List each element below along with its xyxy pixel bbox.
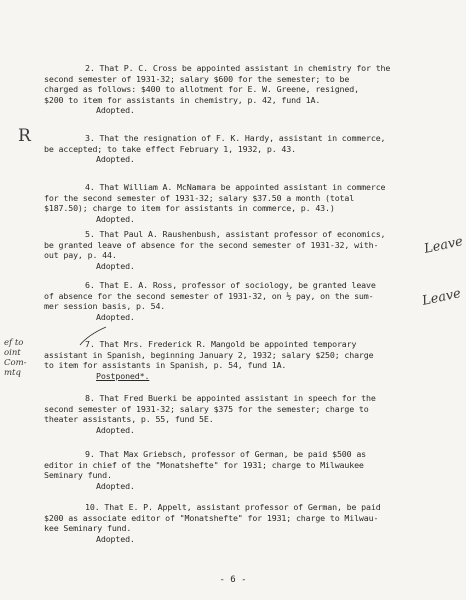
resolution-item-3: [44, 133, 436, 165]
item-line: second semester of 1931-32; salary $600 for the semester; to be: [44, 73, 350, 84]
item-line: for the second semester of 1931-32; salary $37.50 a month (total: [44, 192, 355, 203]
margin-left-note-line: Com-: [4, 358, 27, 368]
margin-leave-note-2: Leave: [420, 286, 463, 309]
margin-r-mark: R: [18, 126, 31, 146]
check-mark-icon: [78, 325, 108, 347]
adopted-label: Adopted.: [96, 480, 135, 491]
item-line: kee Seminary fund.: [44, 523, 132, 534]
item-line: 7. That Mrs. Frederick R. Mangold be appointed temporary: [85, 339, 357, 349]
resolution-item-10: [44, 502, 436, 544]
resolution-item-4: [44, 182, 436, 224]
item-line: 3. That the resignation of F. K. Hardy, assistant in commerce,: [85, 133, 386, 143]
item-line: out pay, p. 44.: [44, 250, 117, 261]
item-line: 2. That P. C. Cross be appointed assistant in chemistry for the: [85, 63, 391, 73]
item-line: to item for assistants in Spanish, p. 54, fund 1A.: [44, 360, 287, 371]
item-line: second semester of 1931-32; salary $375 for the semester; charge to: [44, 403, 369, 414]
adopted-label: Adopted.: [96, 311, 135, 322]
item-line: charged as follows: $400 to allotment for E. W. Greene, resigned,: [44, 84, 359, 95]
item-line: $200 to item for assistants in chemistry, p. 42, fund 1A.: [44, 94, 321, 105]
item-line: $200 as associate editor of "Monatshefte" for 1931; charge to Milwau-: [44, 512, 379, 523]
adopted-label: Adopted.: [96, 424, 135, 435]
item-line: of absence for the second semester of 1931-32, on ½ pay, on the sum-: [44, 290, 374, 301]
resolution-item-5: [44, 229, 436, 271]
item-line: 8. That Fred Buerki be appointed assistant in speech for the: [85, 393, 376, 403]
item-line: theater assistants, p. 55, fund 5E.: [44, 414, 214, 425]
margin-left-note-line: ef to: [4, 338, 24, 348]
item-line: 4. That William A. McNamara be appointed assistant in commerce: [85, 182, 386, 192]
item-line: 10. That E. P. Appelt, assistant professor of German, be paid: [85, 502, 381, 512]
margin-left-note-line: mtq: [4, 368, 21, 378]
margin-left-note-line: oint: [4, 348, 21, 358]
item-line: be accepted; to take effect February 1, 1932, p. 43.: [44, 143, 296, 154]
item-line: editor in chief of the "Monatshefte" for 1931; charge to Milwaukee: [44, 459, 364, 470]
adopted-label: Adopted.: [96, 154, 135, 165]
item-line: 9. That Max Griebsch, professor of German, be paid $500 as: [85, 449, 367, 459]
item-line: Seminary fund.: [44, 470, 112, 481]
item-line: $187.50); charge to item for assistants in commerce, p. 43.): [44, 203, 335, 214]
item-line: 6. That E. A. Ross, professor of sociology, be granted leave: [85, 280, 376, 290]
item-line: be granted leave of absence for the second semester of 1931-32, with-: [44, 239, 379, 250]
adopted-label: Adopted.: [96, 213, 135, 224]
item-line: mer session basis, p. 54.: [44, 301, 166, 312]
adopted-label: Adopted.: [96, 105, 135, 116]
item-line: 5. That Paul A. Raushenbush, assistant professor of economics,: [85, 229, 386, 239]
resolution-item-8: [44, 393, 436, 435]
page-number: - 6 -: [219, 575, 247, 585]
margin-left-note: [4, 338, 27, 378]
resolution-item-9: [44, 449, 436, 491]
resolution-item-2: [44, 63, 436, 116]
postponed-label: Postponed*.: [96, 370, 150, 381]
adopted-label: Adopted.: [96, 260, 135, 271]
item-line: assistant in Spanish, beginning January 2, 1932; salary $250; charge: [44, 349, 374, 360]
resolution-item-6: [44, 280, 436, 322]
margin-leave-note-1: Leave: [422, 234, 465, 257]
adopted-label: Adopted.: [96, 533, 135, 544]
